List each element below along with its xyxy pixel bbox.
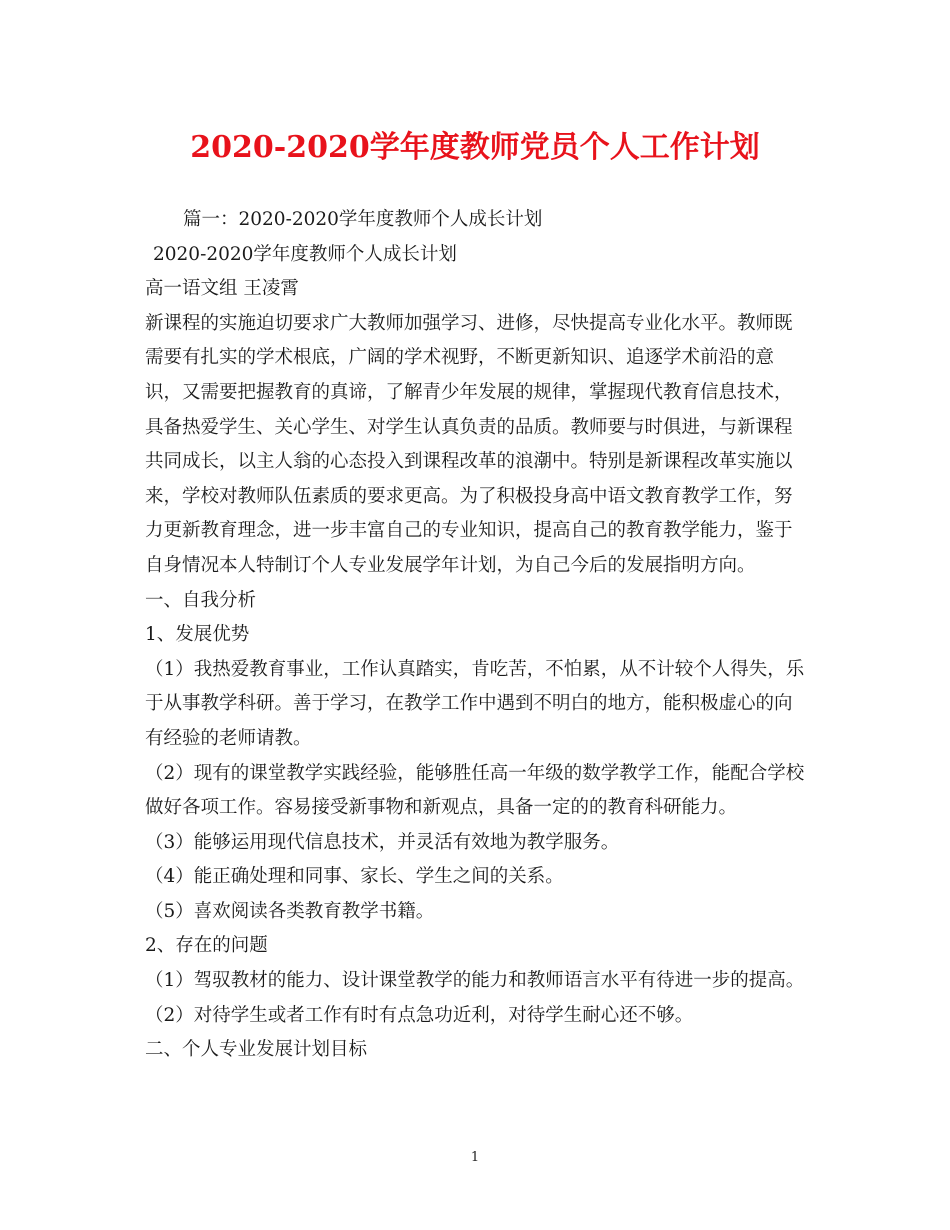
paragraph-line: 篇一：2020-2020学年度教师个人成长计划	[183, 209, 543, 230]
paragraph-line: 于从事教学科研。善于学习，在教学工作中遇到不明白的地方，能积极虚心的向	[145, 693, 793, 715]
paragraph-line: 有经验的老师请教。	[145, 727, 312, 749]
section-heading: 二、个人专业发展计划目标	[145, 1039, 368, 1061]
document-body	[145, 203, 805, 1068]
paragraph-line: 2020-2020学年度教师个人成长计划	[153, 243, 457, 265]
paragraph-line: （1）我热爱教育事业，工作认真踏实，肯吃苦，不怕累，从不计较个人得失，乐	[145, 658, 805, 680]
paragraph-line: 来，学校对教师队伍素质的要求更高。为了积极投身高中语文教育教学工作，努	[145, 485, 793, 507]
paragraph-line: （3）能够运用现代信息技术，并灵活有效地为教学服务。	[145, 831, 620, 853]
paragraph-line: （5）喜欢阅读各类教育教学书籍。	[145, 900, 435, 922]
paragraph-line: （2）对待学生或者工作有时有点急功近利，对待学生耐心还不够。	[145, 1004, 694, 1026]
paragraph-line: 新课程的实施迫切要求广大教师加强学习、进修，尽快提高专业化水平。教师既	[145, 312, 793, 334]
paragraph-line: （1）驾驭教材的能力、设计课堂教学的能力和教师语言水平有待进一步的提高。	[145, 970, 805, 992]
section-heading: 一、自我分析	[145, 589, 257, 611]
paragraph-line: （4）能正确处理和同事、家长、学生之间的关系。	[145, 866, 564, 888]
paragraph-line: 具备热爱学生、关心学生、对学生认真负责的品质。教师要与时俱进，与新课程	[145, 416, 793, 438]
paragraph-line: 共同成长，以主人翁的心态投入到课程改革的浪潮中。特别是新课程改革实施以	[145, 451, 793, 473]
paragraph-line: 做好各项工作。容易接受新事物和新观点，具备一定的的教育科研能力。	[145, 797, 738, 819]
document-title: 2020-2020学年度教师党员个人工作计划	[190, 130, 760, 165]
subsection-heading: 1、发展优势	[145, 624, 250, 646]
paragraph-line: 力更新教育理念，进一步丰富自己的专业知识，提高自己的教育教学能力，鉴于	[145, 520, 793, 542]
paragraph-line: 高一语文组 王凌霄	[145, 278, 299, 300]
page-number: 1	[470, 1150, 480, 1165]
paragraph-line: 识，又需要把握教育的真谛，了解青少年发展的规律，掌握现代教育信息技术，	[145, 381, 793, 403]
subsection-heading: 2、存在的问题	[145, 935, 268, 957]
paragraph-line: （2）现有的课堂教学实践经验，能够胜任高一年级的数学教学工作，能配合学校	[145, 762, 805, 784]
paragraph-line: 需要有扎实的学术根底，广阔的学术视野，不断更新知识、追逐学术前沿的意	[145, 347, 775, 369]
paragraph-line: 自身情况本人特制订个人专业发展学年计划，为自己今后的发展指明方向。	[145, 554, 756, 576]
